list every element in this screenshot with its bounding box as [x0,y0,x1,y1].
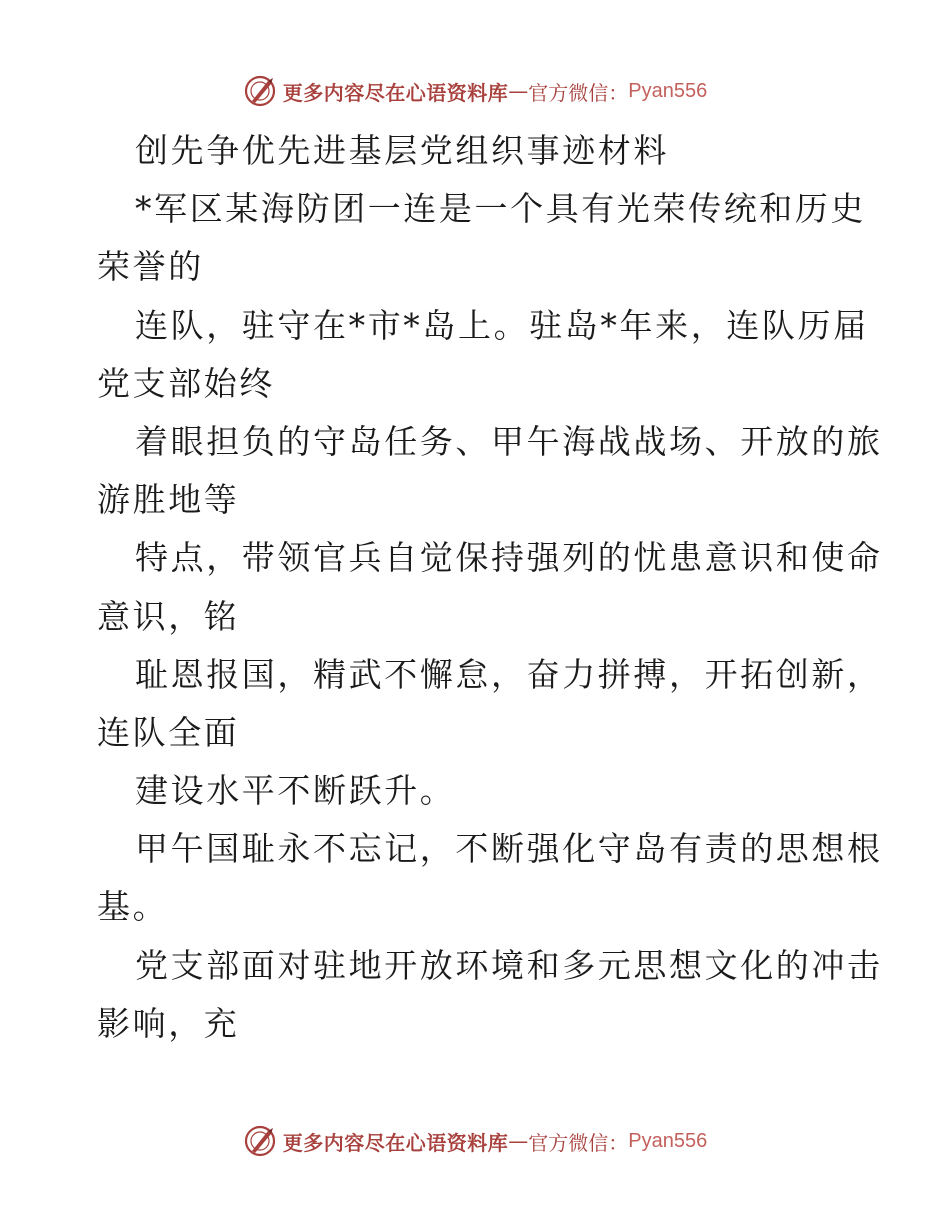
body-line: 特点，带领官兵自觉保持强列的忧患意识和使命 [135,538,883,578]
footer-banner [0,1121,950,1161]
body-line: 游胜地等 [97,480,240,520]
header-banner [0,71,950,111]
document-body [97,122,883,1053]
banner-account-id: Pyan556 [628,1129,708,1152]
banner-brand-text: 更多内容尽在心语资料库 [282,80,509,105]
banner-official-label: 官方微信： [528,80,629,105]
body-line: *军区某海防团一连是一个具有光荣传统和历史 [135,189,867,229]
body-line: 基。 [97,887,169,927]
body-line: 着眼担负的守岛任务、甲午海战战场、开放的旅 [135,421,883,461]
document-title: 创先争优先进基层党组织事迹材料 [135,131,669,170]
body-line: 党支部面对驻地开放环境和多元思想文化的冲击 [135,945,883,985]
body-line: 耻恩报国，精武不懈怠，奋力拼搏，开拓创新， [135,654,883,694]
banner-official-label: 官方微信： [528,1130,629,1155]
banner-separator: — [508,1129,529,1153]
quill-logo-icon [243,1124,277,1158]
body-line: 荣誉的 [97,247,204,287]
body-line: 党支部始终 [97,363,275,403]
body-line: 连队，驻守在*市*岛上。驻岛*年来，连队历届 [135,305,869,345]
banner-account-id: Pyan556 [628,79,708,102]
banner-separator: — [508,79,529,103]
body-line: 意识，铭 [97,596,240,636]
body-line: 连队全面 [97,712,240,752]
body-line: 建设水平不断跃升。 [135,771,456,811]
banner-brand-text: 更多内容尽在心语资料库 [282,1130,509,1155]
body-line: 影响，充 [97,1003,240,1043]
quill-logo-icon [243,74,277,108]
body-line: 甲午国耻永不忘记，不断强化守岛有责的思想根 [135,829,883,869]
